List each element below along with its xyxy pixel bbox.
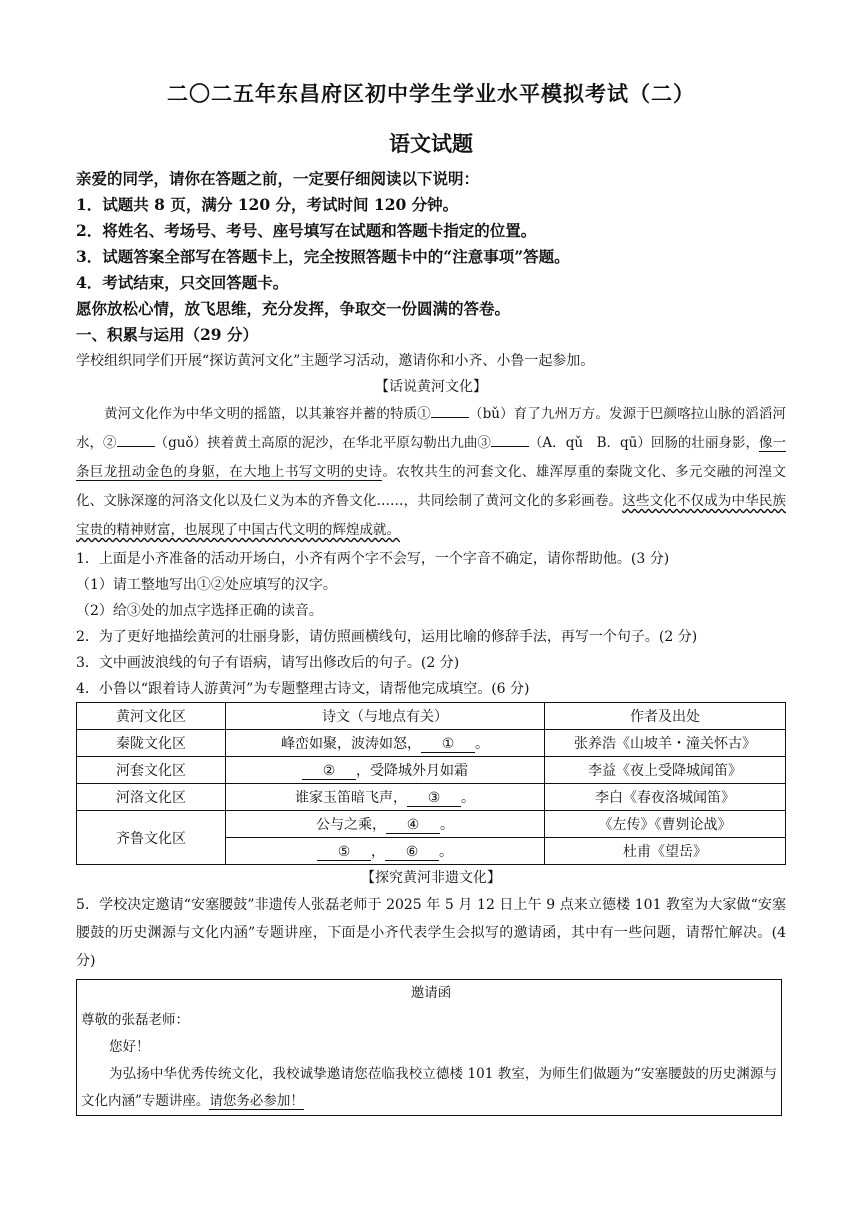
table-cell: 《左传》《曹刿论战》 (545, 811, 786, 838)
poem-text: 谁家玉笛暗飞声， (295, 790, 407, 806)
passage-text: （guǒ）挟着黄土高原的泥沙，在华北平原勾勒出九曲③ (154, 435, 491, 451)
table-cell: 李白《春夜洛城闻笛》 (545, 784, 786, 811)
part-title: 【话说黄河文化】 (375, 379, 487, 395)
section-intro: 学校组织同学们开展“探访黄河文化”主题学习活动，邀请你和小齐、小鲁一起参加。 (76, 353, 595, 369)
invitation-letter (76, 979, 782, 1116)
table-row (77, 811, 786, 838)
poem-text: 公与之乘， (316, 817, 386, 833)
underlined-sentence: 像一条巨龙扭动金色的身躯，在大地上书写文明的史诗 (76, 435, 786, 480)
letter-title: 邀请函 (410, 985, 452, 1001)
passage-text: （bǔ）育了九州万方。发源于巴颜喀拉山脉的滔滔河水，② (76, 406, 786, 451)
instruction-item: 2．将姓名、考场号、考号、座号填写在试题和答题卡指定的位置。 (76, 221, 537, 240)
table-cell: 齐鲁文化区 (77, 811, 226, 865)
question: 5．学校决定邀请“安塞腰鼓”非遗传人张磊老师于 2025 年 5 月 12 日上午 9 点来立德楼 101 教室为大家做“安塞腰鼓的历史渊源与文化内涵”专题讲座，下面是小齐代表学生会拟写的邀请函，其中有一些问题，请帮忙解决。(4 分) (76, 897, 786, 969)
table-header: 黄河文化区 (77, 703, 226, 730)
question: （2）给③处的加点字选择正确的读音。 (76, 603, 323, 619)
table-cell: 杜甫《望岳》 (545, 838, 786, 865)
table-row (77, 730, 786, 757)
letter-body-text: 为弘扬中华优秀传统文化，我校诚挚邀请您莅临我校立德楼 101 教室，为师生们做题为“安塞腰鼓的历史渊源与文化内涵”专题讲座。 (81, 1066, 777, 1109)
answer-blank: ③ (407, 790, 461, 807)
poem-text: 。 (440, 817, 454, 833)
poem-text: ， (371, 844, 385, 860)
questions (76, 546, 786, 702)
question: 3．文中画波浪线的句子有语病，请写出修改后的句子。(2 分) (76, 655, 460, 671)
table-cell (226, 784, 545, 811)
question: 2．为了更好地描绘黄河的壮丽身影，请仿照画横线句，运用比喻的修辞手法，再写一个句子。(2 分) (76, 629, 698, 645)
answer-blank (117, 446, 155, 447)
passage-text: 。农牧共生的河套文化、雄浑厚重的秦陇文化、多元交融的河湟文化、文脉深邃的河洛文化以及仁义为本的齐鲁文化……，共同绘制了黄河文化的多彩画卷。 (76, 464, 786, 509)
table-cell: 河套文化区 (77, 757, 226, 784)
table-cell: 秦陇文化区 (77, 730, 226, 757)
poem-text: 。 (439, 844, 453, 860)
question: （1）请工整地写出①②处应填写的汉字。 (76, 577, 337, 593)
poem-text: ，受降城外月如霜 (356, 763, 468, 779)
poem-text: 。 (475, 736, 489, 752)
table-header: 诗文（与地点有关） (226, 703, 545, 730)
question: 4．小鲁以“跟着诗人游黄河”为专题整理古诗文，请帮他完成填空。(6 分) (76, 681, 530, 697)
table-cell (226, 811, 545, 838)
instructions (76, 166, 786, 322)
poem-text: 。 (461, 790, 475, 806)
letter-greeting: 您好！ (109, 1039, 150, 1055)
answer-blank: ⑤ (317, 844, 371, 861)
table-cell: 李益《夜上受降城闻笛》 (545, 757, 786, 784)
table-cell: 张养浩《山坡羊・潼关怀古》 (545, 730, 786, 757)
letter-body (77, 1061, 781, 1115)
part-title: 【探究黄河非遗文化】 (361, 870, 501, 886)
table-cell (226, 838, 545, 865)
instruction-item: 4．考试结束，只交回答题卡。 (76, 273, 289, 292)
answer-blank (491, 446, 529, 447)
exam-title: 二〇二五年东昌府区初中学生学业水平模拟考试（二） (167, 81, 695, 106)
instructions-greeting: 亲爱的同学，请你在答题之前，一定要仔细阅读以下说明： (76, 169, 480, 188)
instruction-item: 3．试题答案全部写在答题卡上，完全按照答题卡中的“注意事项”答题。 (76, 247, 570, 266)
answer-blank (431, 417, 469, 418)
answer-blank: ① (421, 736, 475, 753)
letter-closing: 请您务必参加！ (209, 1093, 304, 1109)
section-heading: 一、积累与运用（29 分） (76, 325, 258, 344)
poem-text: 峰峦如聚，波涛如怒， (281, 736, 421, 752)
table-cell (226, 730, 545, 757)
instructions-wish: 愿你放松心情，放飞思维，充分发挥，争取交一份圆满的答卷。 (76, 299, 511, 318)
answer-blank: ⑥ (385, 844, 439, 861)
answer-blank: ④ (386, 817, 440, 834)
question: 1．上面是小齐准备的活动开场白，小齐有两个字不会写，一个字音不确定，请你帮助他。(3 分) (76, 551, 670, 567)
table-header: 作者及出处 (545, 703, 786, 730)
answer-blank: ② (302, 763, 356, 780)
table-cell (226, 757, 545, 784)
passage-text: （A．qǔ B．qū）回肠的壮丽身影， (528, 435, 759, 451)
instruction-item: 1．试题共 8 页，满分 120 分，考试时间 120 分钟。 (76, 195, 459, 214)
table-row (77, 784, 786, 811)
wavy-sentence: 这些文化不仅成为中华民族宝贵的精神财富，也展现了中国古代文明的辉煌成就。 (76, 493, 786, 538)
letter-salutation: 尊敬的张磊老师： (81, 1012, 189, 1028)
table-row (77, 757, 786, 784)
exam-subtitle: 语文试题 (389, 131, 473, 156)
exam-page (76, 70, 786, 1116)
table-header-row (77, 703, 786, 730)
passage-text: 黄河文化作为中华文明的摇篮，以其兼容并蓄的特质① (104, 406, 431, 422)
passage (76, 400, 786, 546)
poem-table (76, 702, 786, 865)
table-cell: 河洛文化区 (77, 784, 226, 811)
